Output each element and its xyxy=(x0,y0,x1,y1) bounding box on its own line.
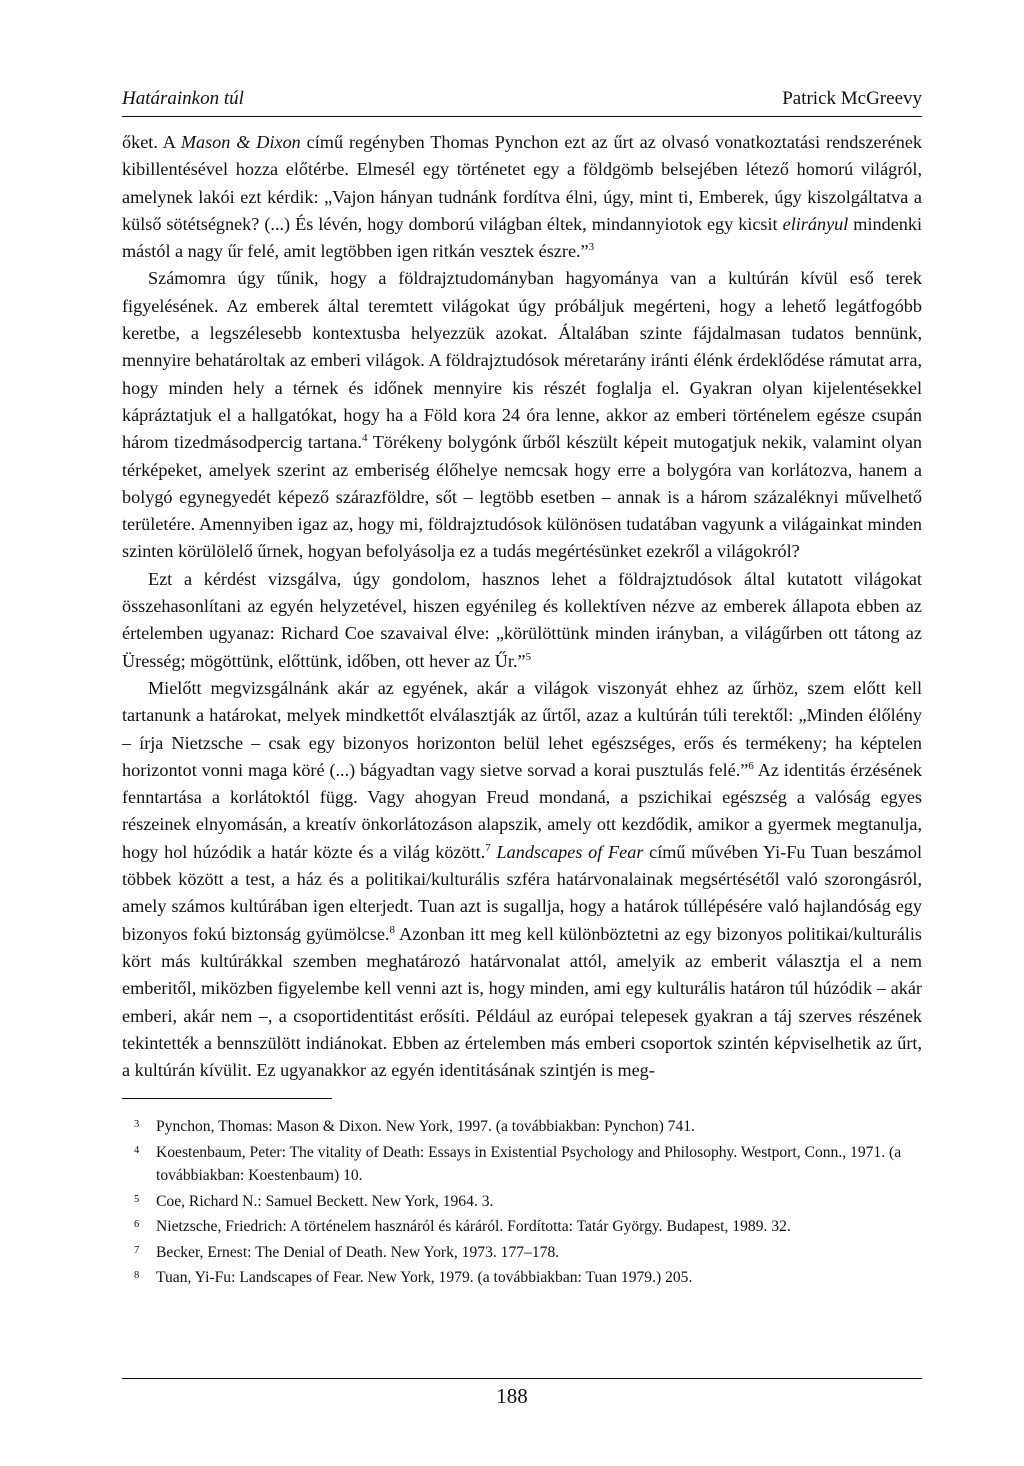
footnote xyxy=(134,1115,922,1139)
footnote-text: Nietzsche, Friedrich: A történelem hasznáról és káráról. Fordította: Tatár György. Budapest, 1989. 32. xyxy=(156,1218,791,1236)
footnotes xyxy=(122,1115,922,1290)
footnote-ref: 3 xyxy=(588,241,595,254)
text-run: című regényben Thomas Pynchon ezt az űrt az olvasó vonatkoztatási rendszerének kibillentésével hozza előtérbe. Elmesél egy történetet egy a földgömb belsejében létező homorú világról, amelynek lakói ezt kérdik: „Vajon hányan tudnánk fordítva élni, úgy, mint ti, Emberek, úgy kiszolgáltatva a külső sötétségnek? (...) És lévén, hogy domború világban éltek, mindannyiotok egy kicsit xyxy=(122,132,922,234)
footnote-text: Becker, Ernest: The Denial of Death. New York, 1973. 177–178. xyxy=(156,1243,560,1261)
footnote-number: 4 xyxy=(134,1144,140,1156)
italic-text: Mason & Dixon xyxy=(180,132,301,152)
body-text xyxy=(122,129,922,1084)
paragraph xyxy=(122,675,922,1084)
text-run: mindenki mástól a nagy űr felé, amit legtöbben igen ritkán vesztek észre.” xyxy=(122,213,923,262)
text-run: Azonban itt meg kell különböztetni az egy bizonyos politikai/kulturális kört más kultúrákkal szemben meghatározó határvonalat attól, amelyik az emberit választja el a nem emberitől, miközben figyelembe kell venni azt is, hogy minden, ami egy kulturális határon túl húzódik – akár emberi, akár nem –, a csoportidentitást erősíti. Például az európai telepesek gyakran a táj szerves részének tekintették a bennszülött indiánokat. Ebben az értelemben más emberi csoportok szintén képviselhetik az űrt, a kultúrán kívülit. Ez ugyanakkor az egyén identitásának szintjén is meg- xyxy=(122,923,922,1081)
running-header xyxy=(122,88,922,117)
paragraph xyxy=(122,265,922,565)
footnote-number: 8 xyxy=(134,1270,140,1282)
footnote-ref: 6 xyxy=(748,759,754,772)
paragraph xyxy=(122,566,922,675)
footnote xyxy=(134,1266,922,1290)
footnote-number: 3 xyxy=(134,1119,140,1131)
footnote-text: Tuan, Yi-Fu: Landscapes of Fear. New York, 1979. (a továbbiakban: Tuan 1979.) 205. xyxy=(156,1269,693,1287)
footnote xyxy=(134,1241,922,1265)
page-number: 188 xyxy=(496,1384,528,1408)
footnote-text: Pynchon, Thomas: Mason & Dixon. New York, 1997. (a továbbiakban: Pynchon) 741. xyxy=(156,1118,695,1136)
footnote-ref: 8 xyxy=(389,923,395,936)
text-run: őket. A xyxy=(122,132,181,152)
footnote xyxy=(134,1215,922,1239)
footnote-separator xyxy=(122,1098,332,1099)
footnote xyxy=(134,1141,922,1188)
text-run: Az identitás érzésének fenntartása a korlátoktól függ. Vagy ahogyan Freud mondaná, a pszichikai egészség a valóság egyes részeinek elnyomásán, a kreatív önkorlátozáson alapszik, amely ott kezdődik, amikor a gyermek megtanulja, hogy hol húzódik a határ közte és a világ között. xyxy=(122,759,922,862)
text-run: Törékeny bolygónk űrből készült képeit mutogatjuk nekik, valamint olyan térképeket, amelyek szerint az emberiség élőhelye nemcsak hogy erre a bolygóra van korlátozva, hanem a bolygó egynegyedét képező szárazföldre, sőt – legtöbb esetben – annak is a három százaléknyi művelhető területére. Amennyiben igaz az, hogy mi, földrajztudósok különösen tudatában vagyunk a világainkat minden szinten körülölelő űrnek, hogyan befolyásolja ez a tudás megértésünket ezekről a világokról? xyxy=(122,432,922,562)
footnote-number: 6 xyxy=(134,1219,140,1231)
text-run: Számomra úgy tűnik, hogy a földrajztudományban hagyománya van a kultúrán kívül eső terek figyelésének. Az emberek által teremtett világokat úgy próbáljuk megérteni, hogy a lehető legátfogóbb keretbe, a legszélesebb kontextusba helyezzük azokat. Általában szinte fájdalmasan tudatos bennünk, mennyire behatároltak az emberi világok. A földrajztudósok méretarány iránti élénk érdeklődése rámutat arra, hogy minden hely a térnek és időnek mennyire kis részét foglalja el. Gyakran olyan kijelentésekkel kápráztatjuk el a hallgatókat, hogy ha a Föld kora 24 óra lenne, akkor az emberi történelem egésze csupán három tizedmásodpercig tartana. xyxy=(122,268,922,453)
footnote-number: 5 xyxy=(134,1193,140,1205)
footnote-text: Coe, Richard N.: Samuel Beckett. New York, 1964. 3. xyxy=(156,1192,494,1210)
footnote-ref: 4 xyxy=(361,432,368,445)
page xyxy=(122,88,922,1292)
header-book-title: Határainkon túl xyxy=(122,88,244,109)
footnote-ref: 7 xyxy=(485,841,491,854)
paragraph xyxy=(122,129,922,265)
footnote-text: Koestenbaum, Peter: The vitality of Death: Essays in Existential Psychology and Philosophy. Westport, Conn., 1971. (a továbbiakban: Koestenbaum) 10. xyxy=(156,1143,902,1185)
footnote xyxy=(134,1190,922,1214)
header-author: Patrick McGreevy xyxy=(782,88,922,109)
footnote-ref: 5 xyxy=(525,650,532,663)
bottom-rule xyxy=(122,1378,922,1379)
text-run: Ezt a kérdést vizsgálva, úgy gondolom, hasznos lehet a földrajztudósok által kutatott világokat összehasonlítani az egyén helyzetével, hiszen egyénileg és kollektíven nézve az emberek állapota ebben az értelemben ugyanaz: Richard Coe szavaival élve: „körülöttünk minden irányban, a világűrben ott tátong az Üresség; mögöttünk, előttünk, időben, ott hever az Űr.” xyxy=(122,568,922,671)
text-run: című művében Yi-Fu Tuan beszámol többek között a test, a ház és a politikai/kulturális szféra határvonalainak megsértésétől való szorongásról, amely számos kultúrában igen elterjedt. Tuan azt is sugallja, hogy a határok túllépésére való hajlandóság egy bizonyos fokú biztonság gyümölcse. xyxy=(122,841,923,944)
italic-text: elirányul xyxy=(782,213,849,234)
text-run: Mielőtt megvizsgálnánk akár az egyének, akár a világok viszonyát ehhez az űrhöz, szem előtt kell tartanunk a határokat, melyek mindkettőt elválasztják az űrtől, azaz a kultúrán túli terektől: „Minden élőlény – írja Nietzsche – csak egy bizonyos horizonton belül lehet egészséges, erős és termékeny; ha képtelen horizontot vonni maga köré (...) bágyadtan vagy sietve sorvad a korai pusztulás felé.” xyxy=(122,677,922,780)
italic-text: Landscapes of Fear xyxy=(496,841,644,862)
footnote-number: 7 xyxy=(134,1244,140,1256)
